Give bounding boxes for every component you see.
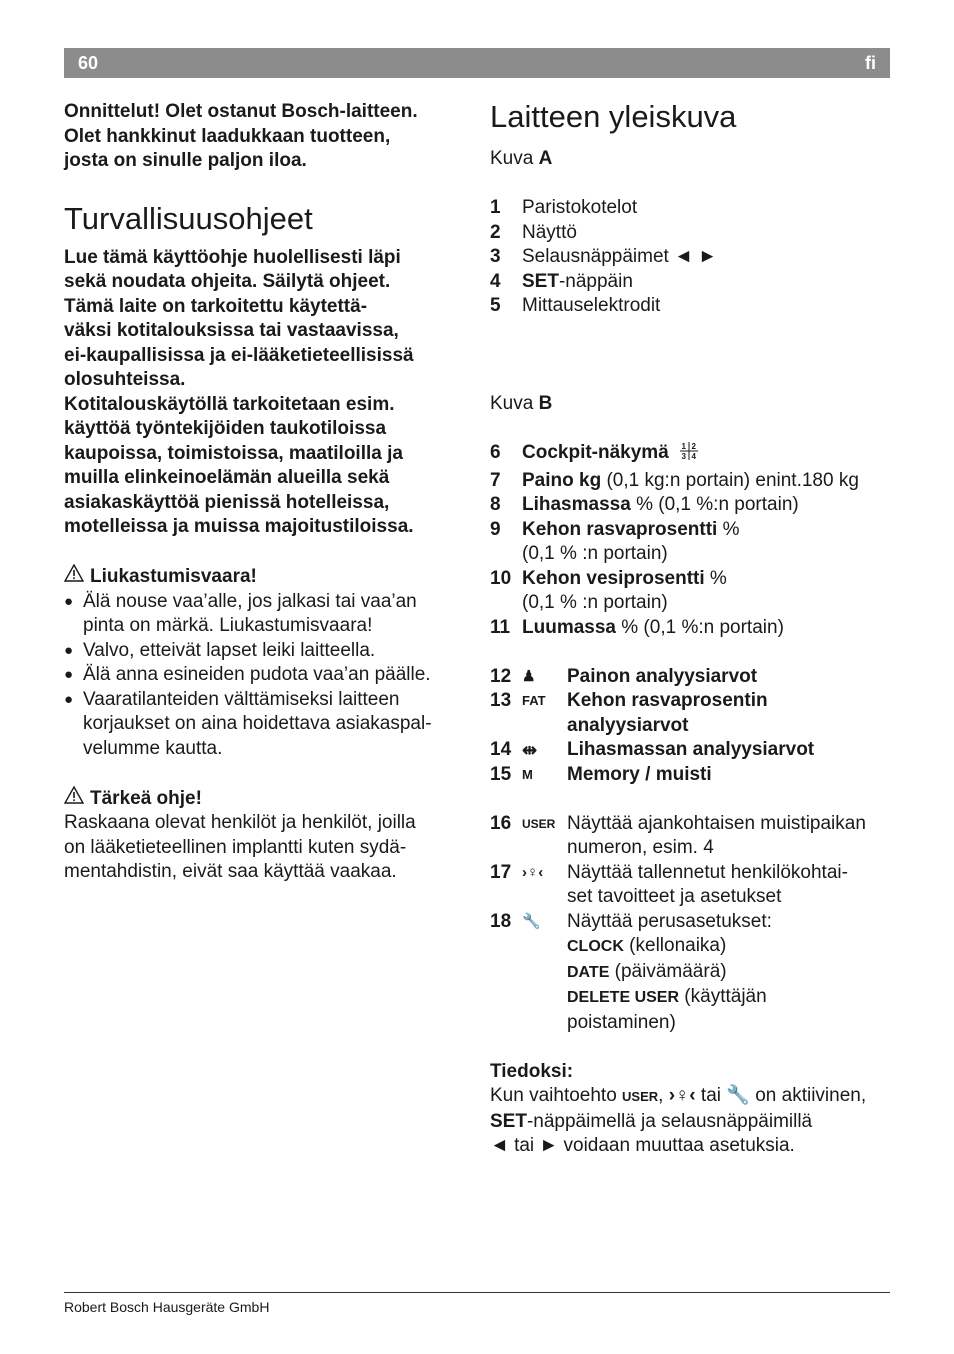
wrench-icon: 🔧	[726, 1085, 750, 1106]
language-code: fi	[865, 53, 876, 73]
user-icon: USER	[522, 816, 556, 831]
important-note-text: Raskaana olevat henkilöt ja henkilöt, joilla on lääketieteellinen implantti kuten sydä- mentahdistin, eivät saa käyttää vaakaa.	[64, 812, 416, 882]
warning-triangle-icon	[64, 786, 84, 812]
safety-line: Kotitalouskäytöllä tarkoitetaan esim.	[64, 393, 395, 415]
important-note-heading	[64, 786, 464, 812]
figure-b-list	[490, 441, 890, 640]
safety-line: väksi kotitalouksissa tai vastaavissa,	[64, 320, 399, 341]
list-item: 12 ♟ Painon analyysiarvot	[490, 665, 890, 690]
left-column	[64, 100, 464, 885]
overview-title: Laitteen yleiskuva	[490, 99, 737, 134]
person-target-icon: ›♀‹	[668, 1085, 696, 1106]
wrench-icon: 🔧	[522, 912, 541, 930]
figure-a-label: Kuva A	[490, 148, 553, 169]
safety-line: kaupoissa, toimistoissa, maatiloilla ja	[64, 442, 403, 464]
list-item: 7 Paino kg (0,1 kg:n portain) enint.180 kg	[490, 469, 859, 491]
note-text: Kun vaihtoehto USER, ›♀‹ tai 🔧 on aktiivinen, SET-näppäimellä ja selausnäppäimillä ◄ tai ► voidaan muuttaa asetuksia.	[490, 1085, 867, 1156]
figure-b-label: Kuva B	[490, 393, 553, 414]
list-item: 10 Kehon vesiprosentti % (0,1 % :n portain)	[490, 567, 727, 613]
list-item: 18 🔧 Näyttää perusasetukset: CLOCK (kellonaika) DATE (päivämäärä) DELETE USER (käyttäjän poistaminen)	[490, 910, 890, 1036]
list-item: 8 Lihasmassa % (0,1 %:n portain)	[490, 494, 799, 515]
muscle-dumbbell-icon: ⇹	[522, 740, 538, 760]
svg-text:3: 3	[681, 452, 687, 461]
svg-text:2: 2	[691, 442, 697, 451]
intro-line: josta on sinulle paljon iloa.	[64, 150, 307, 171]
warning-slip-list	[64, 590, 464, 762]
right-column	[490, 100, 890, 1159]
safety-line: asiakaskäyttöä pienissä hotelleissa,	[64, 491, 390, 513]
list-item: 1 Paristokotelot	[490, 197, 638, 218]
settings-option: CLOCK (kellonaika)	[567, 935, 727, 956]
svg-text:4: 4	[691, 452, 697, 461]
figure-a-list	[490, 196, 890, 319]
page-header-bar	[64, 48, 890, 78]
list-item: 9 Kehon rasvaprosentti % (0,1 % :n portain)	[490, 518, 740, 564]
list-item: 15 M Memory / muisti	[490, 763, 890, 788]
list-item: ● Vaaratilanteiden välttämiseksi laitteen korjaukset on aina hoidettava asiakaspal- velumme kautta.	[64, 688, 464, 762]
warning-slip-heading	[64, 564, 464, 590]
list-item: ● Älä anna esineiden pudota vaa’an päälle.	[64, 663, 464, 688]
safety-line: ei-kaupallisissa ja ei-lääketieteellisissä	[64, 344, 414, 366]
warning-triangle-icon	[64, 564, 84, 590]
safety-line: käyttöä työntekijöiden taukotiloissa	[64, 418, 387, 439]
settings-option: DATE (päivämäärä)	[567, 960, 727, 982]
list-item: 6 Cockpit-näkymä 1 2 3 4	[490, 441, 890, 469]
safety-line: sekä noudata ohjeita. Säilytä ohjeet.	[64, 271, 391, 292]
user-icon: USER	[622, 1089, 659, 1104]
safety-line: muilla elinkeinoelämän alueilla sekä	[64, 467, 390, 488]
person-target-icon: ›♀‹	[522, 863, 544, 881]
footer-divider	[64, 1292, 890, 1293]
list-item: 11 Luumassa % (0,1 %:n portain)	[490, 616, 784, 638]
note-title: Tiedoksi:	[490, 1060, 574, 1082]
list-item: 4 SET-näppäin	[490, 270, 633, 292]
list-item: 3 Selausnäppäimet ◄ ►	[490, 246, 717, 267]
list-item: 13 FAT Kehon rasvaprosentin analyysiarvot	[490, 690, 768, 736]
safety-line: Lue tämä käyttöohje huolellisesti läpi	[64, 246, 401, 268]
safety-line: Tämä laite on tarkoitettu käytettä-	[64, 295, 368, 317]
analysis-list	[490, 665, 890, 788]
fat-icon: FAT	[522, 693, 546, 708]
svg-text:1: 1	[681, 442, 687, 451]
list-item: 14 ⇹ Lihasmassan analyysiarvot	[490, 738, 890, 763]
list-item: 16 USER Näyttää ajankohtaisen muistipaikan numeron, esim. 4	[490, 812, 866, 858]
display-list	[490, 812, 890, 1036]
warning-slip-title: Liukastumisvaara!	[90, 566, 257, 587]
important-note-title: Tärkeä ohje!	[90, 787, 202, 809]
safety-line: motelleissa ja muissa majoitustiloissa.	[64, 516, 414, 537]
weight-icon: ♟	[522, 667, 536, 685]
list-item: ● Älä nouse vaa’alle, jos jalkasi tai vaa’an pinta on märkä. Liukastumisvaara!	[64, 590, 464, 639]
intro-line: Olet hankkinut laadukkaan tuotteen,	[64, 125, 391, 147]
page-number: 60	[78, 53, 99, 73]
list-item: 2 Näyttö	[490, 221, 577, 243]
safety-line: olosuhteissa.	[64, 369, 186, 390]
safety-text	[64, 246, 464, 540]
intro-line: Onnittelut! Olet ostanut Bosch-laitteen.	[64, 101, 418, 122]
settings-option: DELETE USER (käyttäjän	[567, 986, 767, 1007]
cockpit-grid-icon	[678, 441, 700, 469]
memory-icon: M	[522, 766, 533, 782]
list-item: 5 Mittauselektrodit	[490, 295, 661, 316]
settings-option-tail: poistaminen)	[567, 1011, 676, 1033]
list-item: ● Valvo, etteivät lapset leiki laitteella.	[64, 639, 464, 664]
footer-company: Robert Bosch Hausgeräte GmbH	[64, 1299, 270, 1315]
intro-text	[64, 100, 464, 174]
safety-title: Turvallisuusohjeet	[64, 200, 313, 236]
list-item: 17 ›♀‹ Näyttää tallennetut henkilökohtai- set tavoitteet ja asetukset	[490, 861, 848, 907]
